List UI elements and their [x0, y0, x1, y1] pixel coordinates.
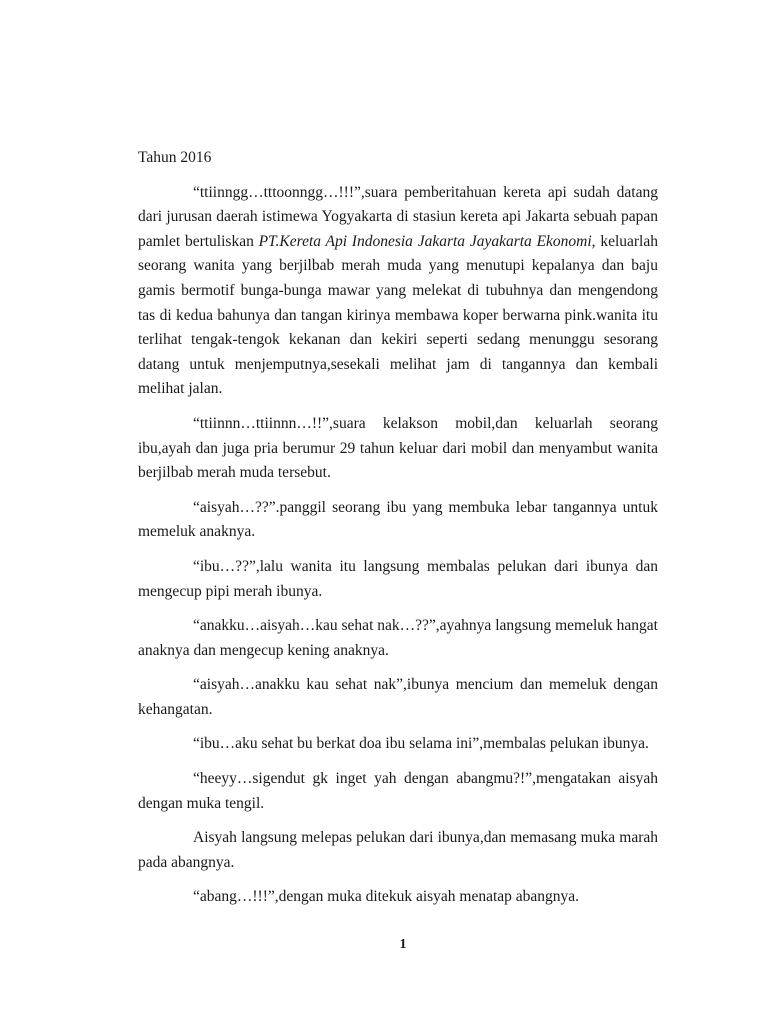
- page-number: 1: [399, 937, 407, 952]
- paragraph-5: “anakku…aisyah…kau sehat nak…??”,ayahnya langsung memeluk hangat anaknya dan mengecup kening anaknya.: [138, 617, 658, 659]
- paragraph-4: “ibu…??”,lalu wanita itu langsung membalas pelukan dari ibunya dan mengecup pipi merah ibunya.: [138, 557, 658, 600]
- paragraph-8: “heeyy…sigendut gk inget yah dengan abangmu?!”,mengatakan aisyah dengan muka tengil.: [138, 770, 658, 812]
- paragraph-10: “abang…!!!”,dengan muka ditekuk aisyah menatap abangnya.: [193, 888, 580, 906]
- paragraph-9: Aisyah langsung melepas pelukan dari ibunya,dan memasang muka marah pada abangnya.: [138, 829, 658, 871]
- paragraph-1-text-start: “ttiinngg…tttoonngg…!!!”,suara pemberitahuan kereta api sudah datang dari jurusan daerah istimewa Yogyakarta di stasiun kereta api Jakarta sebuah papan pamlet bertuliskan: [138, 183, 658, 250]
- paragraph-7: “ibu…aku sehat bu berkat doa ibu selama ini”,membalas pelukan ibunya.: [193, 735, 649, 753]
- paragraph-1-text-end: , keluarlah seorang wanita yang berjilbab merah muda yang menutupi kepalanya dan baju gamis bermotif bunga-bunga mawar yang melekat di tubuhnya dan mengendong tas di kedua bahunya dan tangan kirinya membawa koper berwarna pink.wanita itu terlihat tengak-tengok kekanan dan kekiri seperti sedang menunggu sesorang datang untuk menjemputnya,sesekali melihat jam di tangannya dan kembali melihat jalan.: [138, 232, 658, 398]
- sign-text-italic: PT.Kereta Api Indonesia Jakarta Jayakarta Ekonomi: [258, 232, 592, 250]
- paragraph-3: “aisyah…??”.panggil seorang ibu yang membuka lebar tangannya untuk memeluk anaknya.: [138, 498, 658, 541]
- paragraph-1: [138, 181, 658, 402]
- chapter-heading: Tahun 2016: [138, 149, 212, 166]
- paragraph-2: “ttiinnn…ttiinnn…!!”,suara kelakson mobil,dan keluarlah seorang ibu,ayah dan juga pria berumur 29 tahun keluar dari mobil dan menyambut wanita berjilbab merah muda tersebut.: [138, 414, 658, 482]
- document-body: [138, 146, 658, 920]
- paragraph-6: “aisyah…anakku kau sehat nak”,ibunya mencium dan memeluk dengan kehangatan.: [138, 676, 658, 718]
